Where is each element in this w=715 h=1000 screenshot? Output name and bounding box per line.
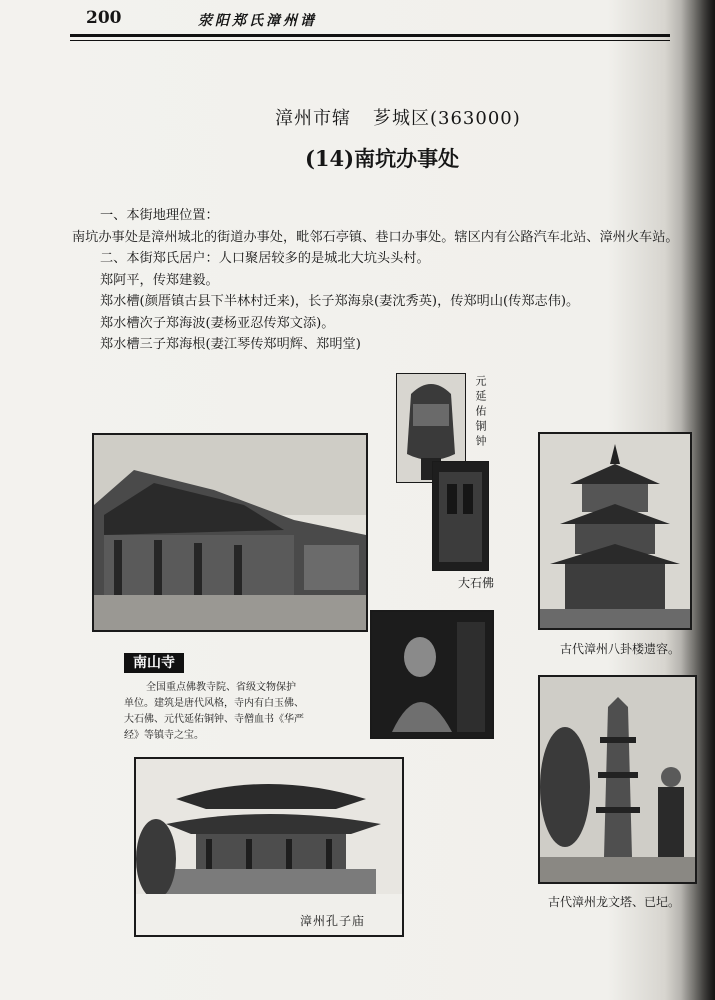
longwen-pagoda-caption: 古代漳州龙文塔、已圮。: [548, 895, 681, 909]
paragraph: 南坑办事处是漳州城北的街道办事处，毗邻石亭镇、巷口办事处。辖区内有公路汽车北站、漳州火车站。: [72, 229, 679, 245]
description-text: 全国重点佛教寺院、省级文物保护单位。建筑是唐代风格，寺内有白玉佛、大石佛、元代延佑铜钟、寺僧血书《华严经》等镇寺之宝。: [124, 682, 304, 741]
great-stone-buddha-photo: [370, 610, 494, 739]
running-header: [70, 4, 680, 36]
longwen-pagoda-photo: [538, 675, 697, 884]
bagua-pagoda-photo: [538, 432, 692, 630]
district-area: 芗城区(363000): [373, 108, 521, 129]
confucius-temple-caption: 漳州孔子庙: [300, 914, 366, 928]
nanshan-temple-description: [124, 680, 304, 744]
page-number: 200: [86, 8, 122, 28]
stone-buddha-photo: [432, 461, 489, 571]
body-text: [72, 205, 692, 356]
paragraph: 一、本街地理位置：: [100, 208, 219, 223]
paragraph: 郑水槽次子郑海波(妻杨亚忍传郑文添)。: [100, 315, 335, 331]
paragraph: 郑水槽三子郑海根(妻江琴传郑明辉、郑明堂): [100, 337, 361, 352]
header-rule-thin: [70, 40, 670, 41]
header-rule-thick: [70, 34, 670, 37]
bell-caption: 元延佑铜钟: [474, 375, 487, 450]
stone-buddha-caption: 大石佛: [458, 576, 495, 590]
paragraph: 郑水槽(颜厝镇古县下半林村迁来)，长子郑海泉(妻沈秀英)，传郑明山(传郑志伟)。: [100, 294, 580, 309]
section-title: (14)南坑办事处: [305, 146, 460, 171]
nanshan-temple-badge: 南山寺: [124, 653, 184, 673]
district-city: 漳州市辖: [275, 108, 351, 129]
paragraph: 郑阿平，传郑建毅。: [100, 272, 219, 288]
district-heading: [275, 104, 543, 130]
confucius-temple-photo: [134, 757, 404, 937]
bagua-pagoda-caption: 古代漳州八卦楼遗容。: [560, 642, 681, 656]
paragraph: 二、本街郑氏居户：人口聚居较多的是城北大坑头头村。: [100, 251, 430, 266]
nanshan-temple-photo: [92, 433, 368, 632]
book-title: 荥阳郑氏漳州谱: [198, 13, 317, 29]
